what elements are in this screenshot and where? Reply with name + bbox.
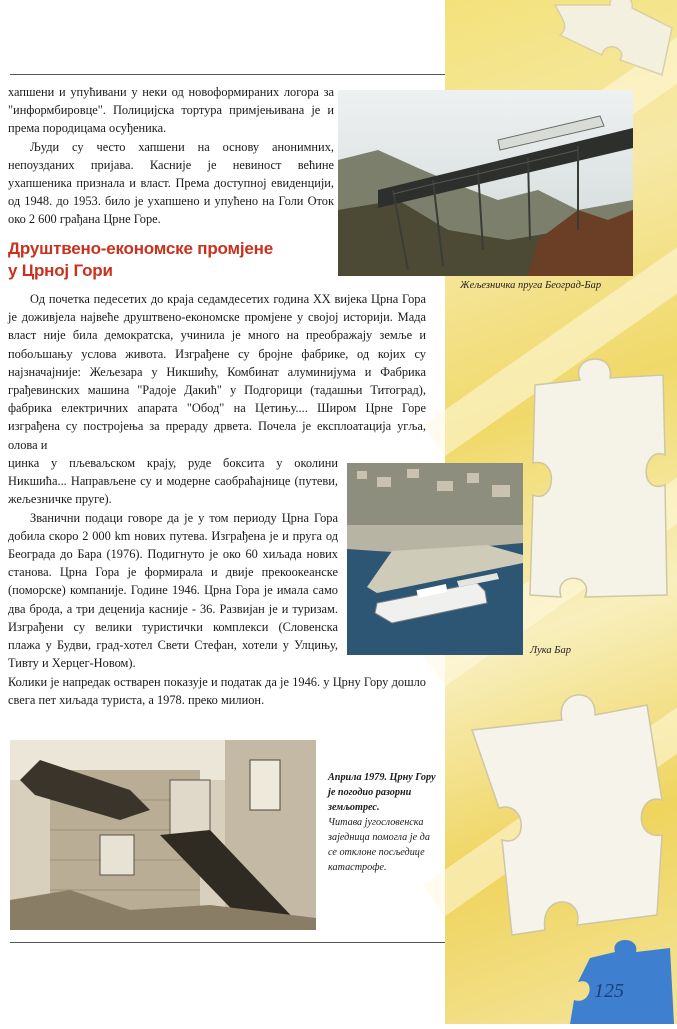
tourism-paragraph: Колики је напредак остварен показује и податак да је 1946. у Црну Гору дошло свега пет хиљада туриста, а 1978. преко милион. (8, 675, 426, 708)
main-text-block-narrow (8, 454, 338, 672)
puzzle-piece-icon (467, 680, 667, 945)
heading-line-1: Друштвено-економске промјене (8, 239, 273, 258)
earthquake-caption-text: Читава југословенска заједница помогла је да се отклоне посљедице катастрофе. (328, 817, 430, 873)
statistics-paragraph: Званични подаци говоре да је у том периоду Црна Гора добила скоро 2 000 km нових путева. Изграђена је и пруга од Београда до Бара (1976). Подигнуто је око 60 хиљада нових станова. Црна Гора је формирала и двије прекоокеанске (поморске) компаније. Године 1946. Црна Гора је имала само два брода, а три деценија касније - 36. Развијан је и туризам. Изграђени су велики туристички комплекси (Словенска плажа у Будви, град-хотел Свети Стефан, хотели у Улцињу, Тивту и Херцег-Новом). (8, 510, 338, 671)
section-heading (8, 238, 328, 282)
earthquake-caption (328, 770, 436, 875)
main-text-block-bottom (8, 673, 426, 709)
bottom-rule (10, 942, 445, 943)
puzzle-piece-icon (550, 0, 677, 80)
economy-paragraph-cont: цинка у пљеваљском крају, руде боксита у околини Никшића... Направљене су и модерне саобраћајнице (путеви, жељезничке пруге). (8, 456, 338, 507)
intro-paragraph: хапшени и упућивани у неки од новоформираних логора за "информбировце". Полицијска тортура примјењивана је и према породицама осуђеника. (8, 85, 334, 136)
intro-paragraph-2: Људи су често хапшени на основу анонимних, непоузданих пријава. Касније је невиност већине ухапшеника признала и власт. Према доступној евиденцији, од 1948. до 1953. било је ухапшено и упућено на Голи Оток око 2 600 грађана Црне Горе. (8, 139, 334, 227)
heading-line-2: у Црној Гори (8, 261, 113, 280)
railway-bridge-photo (338, 90, 633, 276)
puzzle-piece-icon (525, 345, 670, 605)
earthquake-caption-title: Априла 1979. Црну Гору је погодио разорни земљотрес. (328, 772, 436, 813)
economy-paragraph: Од почетка педесетих до краја седамдесетих година XX вијека Црна Гора је доживјела највеће друштвено-економске промјене у својој историји. Мада власт није била демократска, учинила је много на преображају земље и побољшању услова живота. Изграђене су бројне фабрике, од којих су најзначајније: Жељезара у Никшићу, Комбинат алуминијума и Фабрика грађевинских машина "Радоје Дакић" у Подгорици (тадашњи Титоград), фабрика електричних апарата "Обод" на Цетињу.... Широм Црне Горе изграђена су постројења за прераду дрвета. Почела је експлоатација угља, олова и (8, 292, 426, 452)
port-caption: Лука Бар (530, 645, 571, 656)
page-number-badge (570, 940, 677, 1024)
port-bar-photo (347, 463, 523, 655)
earthquake-photo (10, 740, 316, 930)
page-number: 125 (594, 980, 624, 1002)
intro-text-block (8, 83, 334, 229)
top-rule (10, 74, 445, 75)
main-text-block (8, 290, 426, 454)
railway-caption: Жељезничка пруга Београд-Бар (460, 280, 602, 291)
